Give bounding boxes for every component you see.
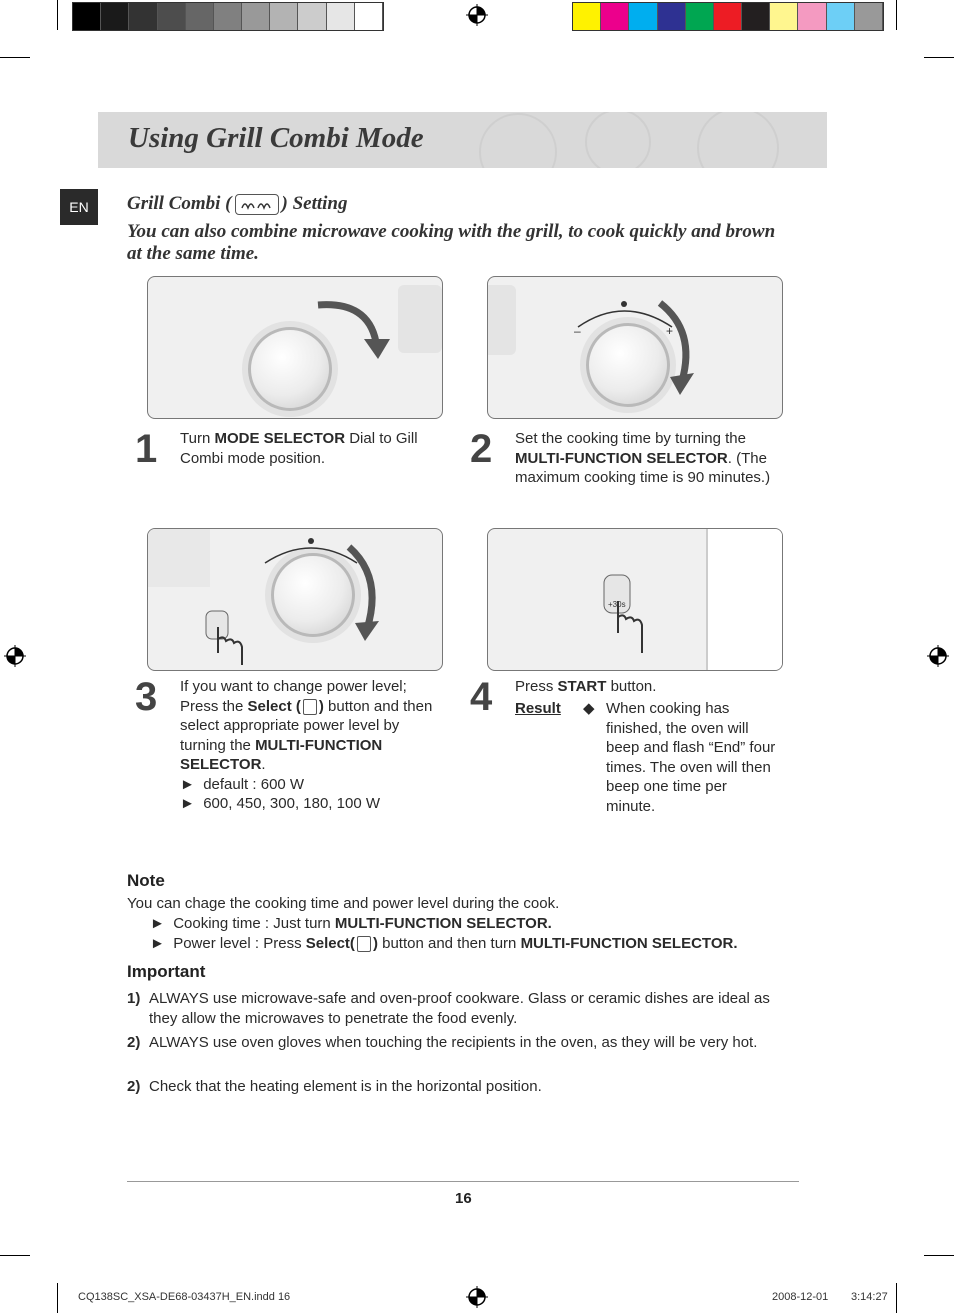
start-button-press-icon bbox=[596, 573, 656, 663]
panel-left-strip bbox=[488, 285, 516, 355]
page-title: Using Grill Combi Mode bbox=[128, 122, 424, 154]
crop-mark bbox=[57, 0, 58, 30]
finger-press-icon bbox=[204, 609, 254, 669]
language-tab: EN bbox=[60, 189, 98, 225]
calibration-swatch bbox=[827, 3, 855, 30]
power-default-bullet: default : 600 W bbox=[203, 775, 305, 793]
section-subtitle bbox=[127, 193, 348, 215]
step-3-text: If you want to change power level; Press the Select ( ) button and then select appropriate power level by turning the MULTI-FUNCTION SELECTOR. ► default : 600 W ► 600, 450, 300, 180, 100 W bbox=[180, 678, 433, 812]
calibration-swatch bbox=[298, 3, 326, 30]
calibration-swatch bbox=[629, 3, 657, 30]
panel-right-door bbox=[706, 529, 783, 670]
crop-mark bbox=[0, 1255, 30, 1256]
crop-mark bbox=[896, 0, 897, 30]
calibration-swatch bbox=[186, 3, 214, 30]
footer-rule bbox=[127, 1181, 799, 1182]
calibration-swatch bbox=[658, 3, 686, 30]
rotate-arrow-icon bbox=[298, 297, 398, 367]
control-panel-illustration-4 bbox=[487, 528, 783, 671]
calibration-swatch bbox=[129, 3, 157, 30]
step-number-4: 4 bbox=[470, 675, 493, 719]
footer-time: 3:14:27 bbox=[851, 1291, 888, 1303]
subtitle-suffix: ) Setting bbox=[281, 193, 348, 214]
calibration-swatch bbox=[158, 3, 186, 30]
rotate-arrow-icon bbox=[253, 533, 393, 643]
result-label: Result bbox=[515, 700, 561, 717]
step-number-2: 2 bbox=[470, 427, 493, 471]
select-hand-icon bbox=[357, 936, 371, 952]
grill-combi-icon bbox=[235, 194, 279, 215]
important-item-3: 2) Check that the heating element is in the horizontal position. bbox=[127, 1078, 542, 1095]
subtitle-prefix: Grill Combi ( bbox=[127, 193, 232, 214]
calibration-swatch bbox=[270, 3, 298, 30]
calibration-swatch bbox=[855, 3, 883, 30]
footer-filename: CQ138SC_XSA-DE68-03437H_EN.indd 16 bbox=[78, 1291, 291, 1303]
control-panel-illustration-3 bbox=[147, 528, 443, 671]
footer-date: 2008-12-01 bbox=[772, 1291, 829, 1303]
calibration-swatch bbox=[573, 3, 601, 30]
calibration-swatch bbox=[327, 3, 355, 30]
result-text: When cooking has finished, the oven will beep and flash “End” four times. The oven will then beep one time per minute. bbox=[606, 700, 776, 815]
step-1-text: Turn MODE SELECTOR Dial to Gill Combi mode position. bbox=[180, 430, 418, 467]
section-intro: You can also combine microwave cooking with the grill, to cook quickly and brown at the same time. bbox=[127, 221, 776, 264]
calibration-swatch bbox=[101, 3, 129, 30]
registration-mark-icon bbox=[4, 645, 26, 667]
registration-mark-icon bbox=[927, 645, 949, 667]
calibration-swatch bbox=[73, 3, 101, 30]
step-number-1: 1 bbox=[135, 427, 158, 471]
note-text: You can chage the cooking time and power level during the cook. bbox=[127, 895, 560, 912]
note-heading: Note bbox=[127, 871, 165, 890]
note-bullet-1: ► Cooking time : Just turn MULTI-FUNCTION SELECTOR. bbox=[150, 915, 552, 932]
crop-mark bbox=[57, 1283, 58, 1313]
panel-display-area bbox=[148, 529, 210, 587]
start-label: +30s bbox=[608, 600, 626, 609]
power-levels-bullet: 600, 450, 300, 180, 100 W bbox=[203, 795, 380, 812]
page-number: 16 bbox=[455, 1190, 472, 1207]
rotate-arrow-icon bbox=[568, 291, 708, 401]
calibration-swatch bbox=[770, 3, 798, 30]
important-heading: Important bbox=[127, 962, 206, 981]
step-4-text: Press START button. bbox=[515, 678, 657, 695]
grayscale-calibration-bar bbox=[72, 2, 384, 31]
crop-mark bbox=[896, 1283, 897, 1313]
important-item-2: 2) ALWAYS use oven gloves when touching the recipients in the oven, as they will be very hot. bbox=[127, 1034, 758, 1051]
control-panel-illustration-1 bbox=[147, 276, 443, 419]
registration-mark-icon bbox=[466, 4, 488, 26]
crop-mark bbox=[924, 1255, 954, 1256]
registration-mark-icon bbox=[466, 1286, 488, 1308]
step-number-3: 3 bbox=[135, 675, 158, 719]
crop-mark bbox=[924, 57, 954, 58]
control-panel-illustration-2 bbox=[487, 276, 783, 419]
note-bullet-2: ► Power level : Press Select( ) button and then turn MULTI-FUNCTION SELECTOR. bbox=[150, 935, 738, 952]
calibration-swatch bbox=[242, 3, 270, 30]
calibration-swatch bbox=[742, 3, 770, 30]
knob-minus-label: – bbox=[574, 324, 581, 338]
calibration-swatch bbox=[714, 3, 742, 30]
color-calibration-bar bbox=[572, 2, 884, 31]
crop-mark bbox=[0, 57, 30, 58]
important-item-1: 1) ALWAYS use microwave-safe and oven-proof cookware. Glass or ceramic dishes are ideal as they allow the microwaves to penetrate the food evenly. bbox=[127, 990, 770, 1027]
panel-side-strip bbox=[398, 285, 442, 353]
calibration-swatch bbox=[601, 3, 629, 30]
calibration-swatch bbox=[214, 3, 242, 30]
knob-plus-label: + bbox=[666, 324, 674, 338]
calibration-swatch bbox=[686, 3, 714, 30]
calibration-swatch bbox=[355, 3, 383, 30]
step-2-text: Set the cooking time by turning the MULTI-FUNCTION SELECTOR. (The maximum cooking time is 90 minutes.) bbox=[515, 430, 771, 486]
result-bullet-icon: ◆ bbox=[583, 700, 595, 717]
select-hand-icon bbox=[303, 699, 317, 715]
calibration-swatch bbox=[798, 3, 826, 30]
